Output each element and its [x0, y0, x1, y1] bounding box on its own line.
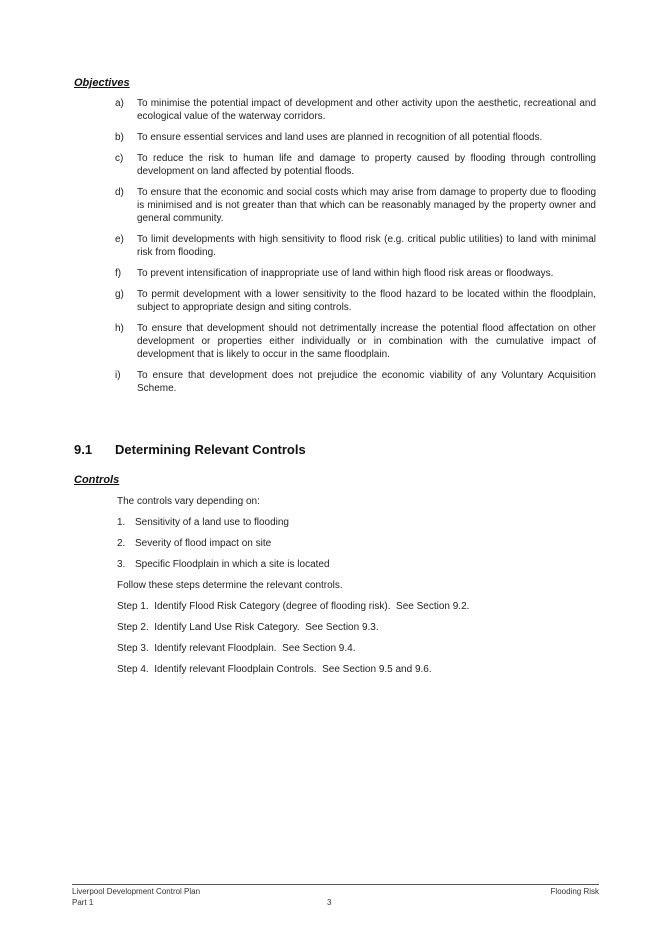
- objective-text: To ensure that development does not prejudice the economic viability of any Voluntary Acquisition Scheme.: [137, 370, 596, 394]
- list-number: 1.: [117, 517, 126, 528]
- objective-item: [0, 322, 652, 361]
- controls-list-item: [117, 558, 597, 571]
- footer-page-number: 3: [327, 898, 332, 907]
- objective-text: To ensure that the economic and social costs which may arise from damage to property due to flooding is minimised and is not greater than that which can be reasonably managed by the property owner and general community.: [137, 187, 596, 224]
- objective-item: [0, 369, 652, 395]
- objective-text: To ensure essential services and land uses are planned in recognition of all potential floods.: [137, 132, 543, 143]
- objective-letter: d): [115, 187, 124, 198]
- objective-letter: c): [115, 153, 124, 164]
- objective-item: [0, 186, 652, 225]
- controls-list-item: [117, 516, 597, 529]
- objective-letter: e): [115, 234, 124, 245]
- objective-item: [0, 152, 652, 178]
- footer-divider: [72, 884, 599, 885]
- objective-text: To prevent intensification of inappropriate use of land within high flood risk areas or floodways.: [137, 268, 554, 279]
- objective-text: To ensure that development should not detrimentally increase the potential flood affectation on other development or properties either individually or in combination with the cumulative impact of development that is likely to occur in the same floodplain.: [137, 323, 596, 360]
- objectives-list: [0, 97, 652, 395]
- controls-list-item: [117, 537, 597, 550]
- objective-letter: g): [115, 289, 124, 300]
- footer-part: Part 1: [72, 898, 94, 907]
- section-title: Determining Relevant Controls: [115, 442, 306, 457]
- objective-text: To limit developments with high sensitivity to flood risk (e.g. critical public utilities) to land with minimal risk from flooding.: [137, 234, 596, 258]
- controls-intro: The controls vary depending on:: [117, 496, 260, 507]
- objective-letter: b): [115, 132, 124, 143]
- list-text: Specific Floodplain in which a site is located: [135, 559, 330, 570]
- objectives-heading: Objectives: [74, 77, 130, 89]
- list-text: Sensitivity of a land use to flooding: [135, 517, 289, 528]
- objective-item: [0, 233, 652, 259]
- step-line: Step 4. Identify relevant Floodplain Controls. See Section 9.5 and 9.6.: [117, 664, 432, 675]
- objective-item: [0, 288, 652, 314]
- objective-text: To reduce the risk to human life and damage to property caused by flooding through controlling development on land affected by potential floods.: [137, 153, 596, 177]
- controls-follow: Follow these steps determine the relevant controls.: [117, 580, 343, 591]
- footer-chapter-title: Flooding Risk: [550, 887, 599, 896]
- step-line: Step 1. Identify Flood Risk Category (degree of flooding risk). See Section 9.2.: [117, 601, 470, 612]
- section-heading: [74, 442, 306, 457]
- objective-text: To minimise the potential impact of development and other activity upon the aesthetic, recreational and ecological value of the waterway corridors.: [137, 98, 596, 122]
- objective-item: [0, 131, 652, 144]
- section-number: 9.1: [74, 442, 93, 457]
- list-number: 3.: [117, 559, 126, 570]
- step-line: Step 2. Identify Land Use Risk Category. See Section 9.3.: [117, 622, 379, 633]
- objective-letter: i): [115, 370, 121, 381]
- objective-item: [0, 97, 652, 123]
- list-number: 2.: [117, 538, 126, 549]
- footer-document-title: Liverpool Development Control Plan: [72, 887, 201, 896]
- objective-letter: a): [115, 98, 124, 109]
- objective-item: [0, 267, 652, 280]
- list-text: Severity of flood impact on site: [135, 538, 272, 549]
- objective-text: To permit development with a lower sensitivity to the flood hazard to be located within the floodplain, subject to appropriate design and siting controls.: [137, 289, 596, 313]
- controls-heading: Controls: [74, 474, 120, 486]
- objective-letter: f): [115, 268, 122, 279]
- controls-body: [117, 495, 597, 676]
- objective-letter: h): [115, 323, 124, 334]
- step-line: Step 3. Identify relevant Floodplain. See Section 9.4.: [117, 643, 356, 654]
